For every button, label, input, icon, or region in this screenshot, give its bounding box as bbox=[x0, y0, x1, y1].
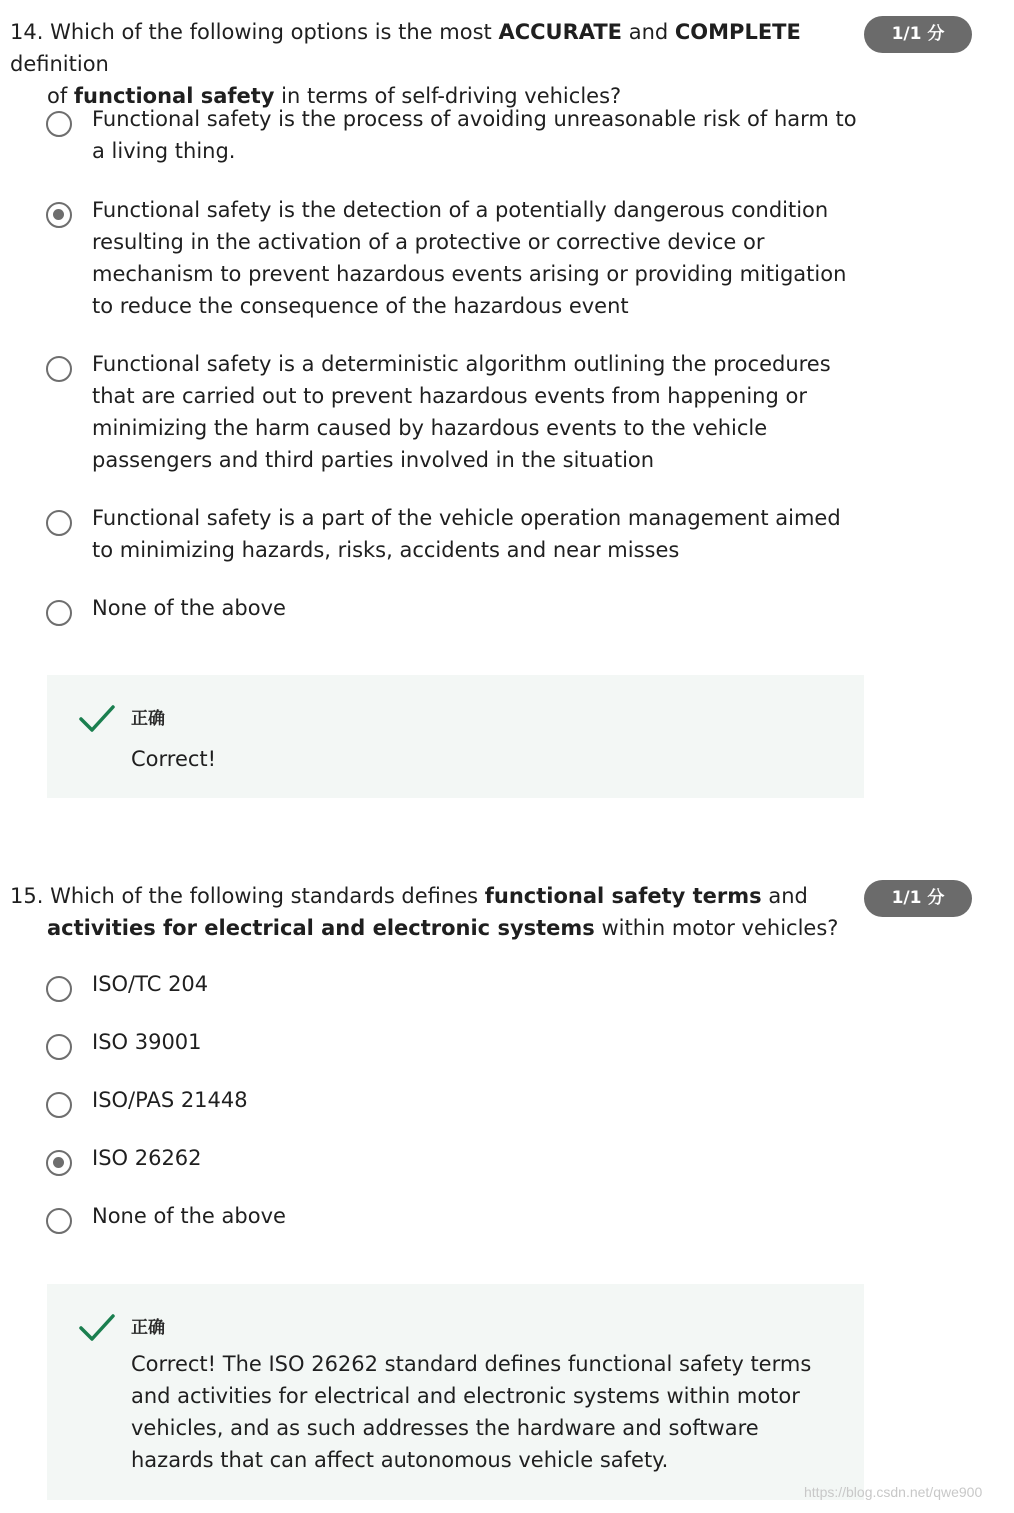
score-badge: 1/1 分 bbox=[864, 880, 972, 917]
option-label: Functional safety is the process of avoiding unreasonable risk of harm to a living thing. bbox=[92, 107, 857, 163]
question-number: 14. bbox=[10, 20, 44, 44]
radio-unselected-icon[interactable] bbox=[46, 1208, 72, 1234]
feedback-panel bbox=[47, 675, 864, 798]
checkmark-icon bbox=[79, 1313, 115, 1343]
feedback-text: Correct! bbox=[131, 747, 217, 771]
option-label: ISO 39001 bbox=[92, 1030, 202, 1054]
option-label: Functional safety is a deterministic algorithm outlining the procedures that are carried out to prevent hazardous events from happening or minimizing the harm caused by hazardous events to the vehicle passengers and third parties involved in the situation bbox=[92, 352, 831, 472]
radio-unselected-icon[interactable] bbox=[46, 1092, 72, 1118]
radio-selected-icon[interactable] bbox=[46, 202, 72, 228]
question-text: 14. Which of the following options is the most ACCURATE and COMPLETE definition of functional safety in terms of self-driving vehicles? bbox=[10, 20, 801, 108]
option-label: ISO/TC 204 bbox=[92, 972, 209, 996]
radio-unselected-icon[interactable] bbox=[46, 976, 72, 1002]
feedback-title: 正确 bbox=[131, 1318, 165, 1338]
watermark-text: https://blog.csdn.net/qwe900 bbox=[804, 1484, 983, 1500]
radio-unselected-icon[interactable] bbox=[46, 510, 72, 536]
question-text: 15. Which of the following standards defines functional safety terms and activities for electrical and electronic systems within motor vehicles? bbox=[10, 884, 839, 940]
option-label: None of the above bbox=[92, 1204, 286, 1228]
feedback-panel bbox=[47, 1284, 864, 1500]
option-label: None of the above bbox=[92, 596, 286, 620]
score-badge: 1/1 分 bbox=[864, 16, 972, 53]
radio-unselected-icon[interactable] bbox=[46, 356, 72, 382]
feedback-title: 正确 bbox=[131, 709, 165, 729]
question-number: 15. bbox=[10, 884, 44, 908]
option-label: Functional safety is the detection of a potentially dangerous condition resulting in the activation of a protective or corrective device or mechanism to prevent hazardous events arising or providing mitigation to reduce the consequence of the hazardous event bbox=[92, 198, 847, 318]
option-label: Functional safety is a part of the vehicle operation management aimed to minimizing hazards, risks, accidents and near misses bbox=[92, 506, 841, 562]
option-label: ISO 26262 bbox=[92, 1146, 202, 1170]
radio-selected-icon[interactable] bbox=[46, 1150, 72, 1176]
feedback-text: Correct! The ISO 26262 standard defines functional safety terms and activities for electrical and electronic systems within motor vehicles, and as such addresses the hardware and software hazards that can affect autonomous vehicle safety. bbox=[131, 1352, 812, 1472]
checkmark-icon bbox=[79, 704, 115, 734]
radio-unselected-icon[interactable] bbox=[46, 1034, 72, 1060]
option-label: ISO/PAS 21448 bbox=[92, 1088, 248, 1112]
radio-unselected-icon[interactable] bbox=[46, 111, 72, 137]
radio-unselected-icon[interactable] bbox=[46, 600, 72, 626]
